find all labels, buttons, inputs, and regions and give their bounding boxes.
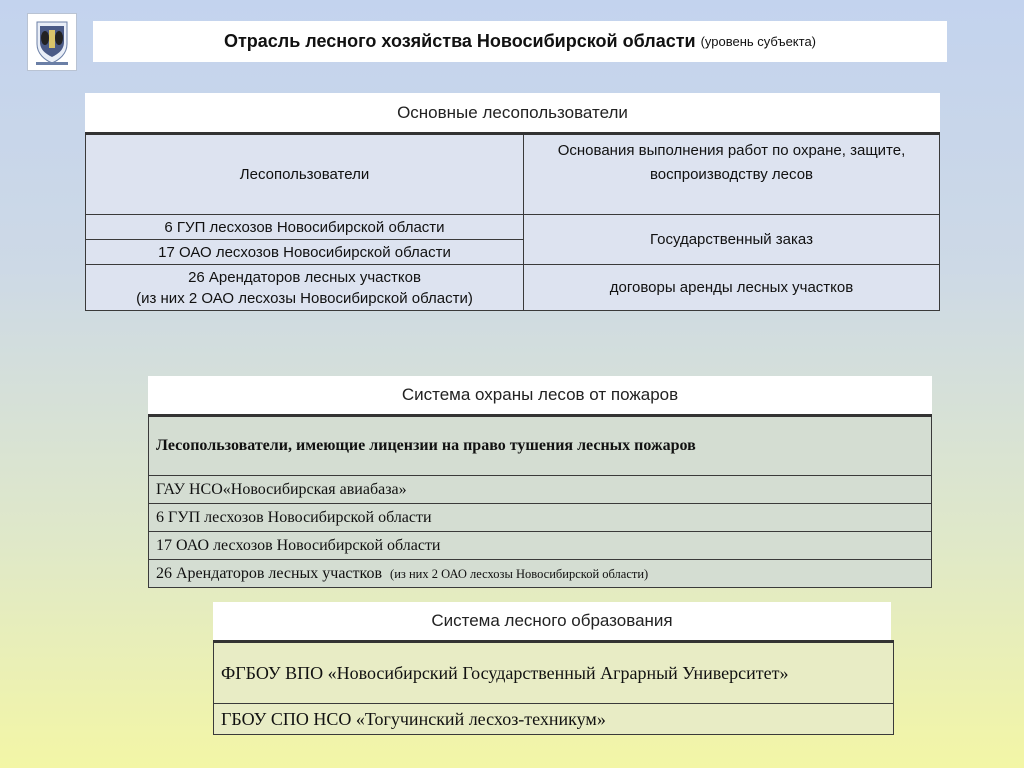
section2-caption: Система охраны лесов от пожаров <box>148 376 932 414</box>
basis-state-order: Государственный заказ <box>524 215 940 265</box>
page-title <box>93 21 947 62</box>
table-row-tenants <box>86 265 524 311</box>
table-row-university: ФГБОУ ВПО «Новосибирский Государственный Аграрный Университет» <box>214 642 894 704</box>
title-main: Отрасль лесного хозяйства Новосибирской области <box>223 31 696 51</box>
table-row-oao: 17 ОАО лесхозов Новосибирской области <box>149 532 932 560</box>
col-users-header: Лесопользователи <box>86 134 524 215</box>
tenants-line2: (из них 2 ОАО лесхозы Новосибирской области) <box>136 289 473 307</box>
basis-lease: договоры аренды лесных участков <box>524 265 940 311</box>
tenants-line1: 26 Арендаторов лесных участков <box>188 268 421 286</box>
table-row-college: ГБОУ СПО НСО «Тогучинский лесхоз-техникум» <box>214 704 894 735</box>
title-subtitle: (уровень субъекта) <box>700 34 817 49</box>
tenants-main: 26 Арендаторов лесных участков <box>156 564 383 582</box>
tenants-note: (из них 2 ОАО лесхозы Новосибирской области) <box>390 566 649 581</box>
forest-users-table <box>85 132 940 311</box>
section3-caption: Система лесного образования <box>213 602 891 640</box>
fire-protection-table <box>148 414 932 588</box>
table-row-oao: 17 ОАО лесхозов Новосибирской области <box>86 240 524 265</box>
section1-caption: Основные лесопользователи <box>85 93 940 132</box>
table-row-tenants <box>149 560 932 588</box>
table-row-gup: 6 ГУП лесхозов Новосибирской области <box>86 215 524 240</box>
coat-of-arms-icon <box>27 13 77 71</box>
col-basis-header: Основания выполнения работ по охране, защите, воспроизводству лесов <box>524 134 940 215</box>
table-row-gup: 6 ГУП лесхозов Новосибирской области <box>149 504 932 532</box>
table-row-avia: ГАУ НСО«Новосибирская авиабаза» <box>149 476 932 504</box>
fire-table-header: Лесопользователи, имеющие лицензии на право тушения лесных пожаров <box>149 416 932 476</box>
education-table <box>213 640 894 735</box>
